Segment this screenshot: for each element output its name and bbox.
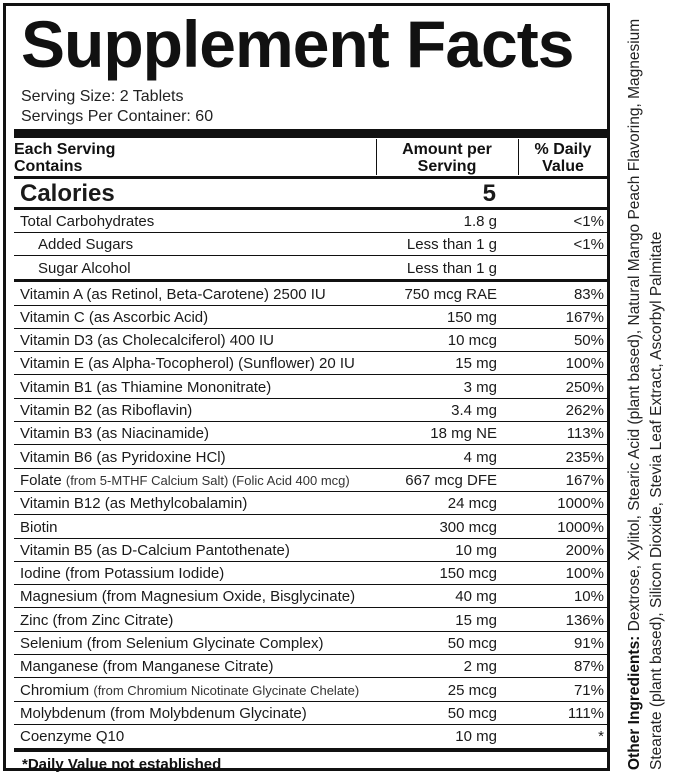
nutrient-daily-value: 111% bbox=[567, 704, 604, 722]
nutrient-name: Added Sugars bbox=[38, 236, 134, 254]
footnote: *Daily Value not established bbox=[22, 756, 222, 773]
header-amount: Amount per Serving bbox=[402, 141, 492, 175]
serving-size: Serving Size: 2 Tablets bbox=[21, 88, 184, 105]
nutrient-daily-value: 91% bbox=[573, 635, 604, 652]
nutrient-name: Vitamin D3 (as Cholecalciferol) 400 IU bbox=[20, 332, 274, 350]
table-row bbox=[14, 655, 607, 678]
table-row bbox=[14, 585, 607, 608]
nutrient-daily-value: 1000% bbox=[557, 495, 604, 513]
nutrient-amount: 3 mg bbox=[463, 378, 497, 396]
nutrient-daily-value: <1% bbox=[573, 236, 604, 254]
nutrient-name: Magnesium (from Magnesium Oxide, Bisglycinate) bbox=[20, 588, 356, 606]
calories-value: 5 bbox=[482, 180, 496, 207]
nutrient-daily-value: 87% bbox=[573, 658, 604, 676]
nutrient-name: Iodine (from Potassium Iodide) bbox=[20, 565, 225, 583]
nutrient-amount: 1.8 g bbox=[463, 213, 497, 230]
nutrient-amount: 15 mg bbox=[455, 611, 497, 629]
nutrient-daily-value: 167% bbox=[565, 471, 604, 489]
table-row bbox=[14, 609, 607, 632]
nutrient-name: Vitamin B5 (as D-Calcium Pantothenate) bbox=[20, 541, 290, 559]
nutrient-name: Biotin bbox=[20, 518, 58, 536]
table-row bbox=[14, 562, 607, 585]
nutrient-amount: 2 mg bbox=[463, 658, 497, 676]
nutrient-daily-value: 235% bbox=[565, 448, 604, 466]
nutrient-amount: 18 mg NE bbox=[430, 425, 497, 443]
nutrient-amount: 10 mg bbox=[455, 728, 497, 746]
nutrient-amount: 10 mcg bbox=[447, 332, 497, 350]
table-row bbox=[14, 329, 607, 352]
nutrient-amount: 4 mg bbox=[463, 448, 497, 466]
table-row bbox=[14, 516, 607, 539]
header-daily-value: % Daily Value bbox=[534, 141, 592, 175]
nutrient-daily-value: 113% bbox=[566, 425, 604, 443]
table-row bbox=[14, 702, 607, 725]
other-ingredients-text: Dextrose, Xylitol, Stearic Acid (plant based), Natural Mango Peach Flavoring, Magnesium Stearate (plant based), Silicon Dioxide, Stevia Leaf Extract, Ascorbyl Palmitate bbox=[626, 18, 665, 770]
table-row bbox=[14, 376, 607, 399]
nutrient-daily-value: 100% bbox=[565, 565, 604, 583]
nutrient-amount: 15 mg bbox=[455, 355, 497, 373]
nutrient-name: Chromium (from Chromium Nicotinate Glycinate Chelate) bbox=[20, 681, 360, 699]
table-row bbox=[14, 257, 607, 280]
table-row bbox=[14, 399, 607, 422]
nutrient-amount: 25 mcg bbox=[447, 681, 497, 699]
nutrient-daily-value: 262% bbox=[565, 402, 604, 419]
header-each-serving: Each Serving Contains bbox=[14, 141, 116, 175]
calories-label: Calories bbox=[20, 180, 115, 207]
nutrient-daily-value: 200% bbox=[565, 541, 604, 559]
table-row bbox=[14, 210, 607, 233]
nutrient-source: (from 5-MTHF Calcium Salt) (Folic Acid 400 mcg) bbox=[65, 472, 350, 488]
table-row bbox=[14, 352, 607, 375]
nutrient-amount: 150 mcg bbox=[439, 565, 497, 583]
nutrient-daily-value: 83% bbox=[573, 285, 604, 303]
nutrient-amount: 750 mcg RAE bbox=[404, 285, 497, 303]
nutrient-name: Vitamin E (as Alpha-Tocopherol) (Sunflower) 20 IU bbox=[20, 355, 355, 373]
nutrient-amount: Less than 1 g bbox=[406, 259, 497, 277]
table-row bbox=[14, 446, 607, 469]
nutrient-daily-value: <1% bbox=[573, 213, 604, 230]
table-row bbox=[14, 539, 607, 562]
table-row bbox=[14, 422, 607, 445]
nutrient-amount: 50 mcg bbox=[447, 704, 497, 722]
nutrient-name: Vitamin B12 (as Methylcobalamin) bbox=[20, 495, 248, 513]
nutrient-amount: Less than 1 g bbox=[406, 236, 497, 254]
table-row bbox=[14, 469, 607, 492]
nutrient-daily-value: 1000% bbox=[557, 518, 604, 536]
nutrient-amount: 150 mg bbox=[446, 308, 497, 326]
other-ingredients bbox=[624, 10, 668, 770]
nutrient-name: Vitamin C (as Ascorbic Acid) bbox=[20, 308, 209, 326]
nutrient-daily-value: 10% bbox=[573, 588, 604, 606]
table-row bbox=[14, 725, 607, 748]
table-row bbox=[14, 679, 607, 702]
table-row bbox=[14, 632, 607, 655]
servings-per-container: Servings Per Container: 60 bbox=[21, 108, 214, 125]
other-ingredients-label: Other Ingredients: bbox=[626, 635, 643, 770]
supplement-facts-panel bbox=[3, 3, 610, 771]
rule bbox=[14, 176, 607, 179]
nutrient-name: Vitamin B6 (as Pyridoxine HCl) bbox=[20, 448, 226, 466]
nutrient-name: Vitamin B1 (as Thiamine Mononitrate) bbox=[20, 378, 272, 396]
table-row bbox=[14, 306, 607, 329]
heavy-rule bbox=[14, 129, 607, 138]
nutrient-name: Total Carbohydrates bbox=[20, 213, 155, 230]
nutrient-daily-value: 100% bbox=[565, 355, 604, 373]
nutrient-name: Molybdenum (from Molybdenum Glycinate) bbox=[20, 704, 307, 722]
bottom-rule bbox=[14, 748, 607, 752]
nutrient-daily-value: * bbox=[598, 728, 604, 746]
nutrient-daily-value: 250% bbox=[565, 378, 604, 396]
table-row bbox=[14, 283, 607, 306]
nutrient-amount: 10 mg bbox=[455, 541, 497, 559]
table-row bbox=[14, 492, 607, 515]
panel-title: Supplement Facts bbox=[21, 7, 574, 81]
nutrient-amount: 3.4 mg bbox=[451, 402, 497, 419]
nutrient-name: Vitamin B3 (as Niacinamide) bbox=[20, 425, 209, 443]
table-row bbox=[14, 233, 607, 256]
nutrient-name: Coenzyme Q10 bbox=[20, 728, 125, 746]
nutrient-amount: 300 mcg bbox=[439, 518, 497, 536]
nutrient-amount: 667 mcg DFE bbox=[405, 471, 497, 489]
nutrient-daily-value: 136% bbox=[565, 611, 604, 629]
nutrient-amount: 50 mcg bbox=[447, 635, 497, 652]
nutrient-source: (from Chromium Nicotinate Glycinate Chelate) bbox=[93, 682, 360, 698]
nutrient-daily-value: 50% bbox=[573, 332, 604, 350]
nutrient-name: Selenium (from Selenium Glycinate Complex) bbox=[20, 635, 324, 652]
nutrient-daily-value: 71% bbox=[573, 681, 604, 699]
nutrient-name: Vitamin A (as Retinol, Beta-Carotene) 2500 IU bbox=[20, 285, 326, 303]
nutrient-name: Sugar Alcohol bbox=[38, 259, 131, 277]
nutrient-daily-value: 167% bbox=[565, 308, 604, 326]
nutrient-amount: 40 mg bbox=[455, 588, 497, 606]
nutrient-amount: 24 mcg bbox=[447, 495, 497, 513]
nutrient-name: Manganese (from Manganese Citrate) bbox=[20, 658, 274, 676]
nutrient-name: Folate (from 5-MTHF Calcium Salt) (Folic Acid 400 mcg) bbox=[20, 471, 350, 489]
nutrient-name: Vitamin B2 (as Riboflavin) bbox=[20, 402, 193, 419]
nutrient-name: Zinc (from Zinc Citrate) bbox=[20, 611, 174, 629]
